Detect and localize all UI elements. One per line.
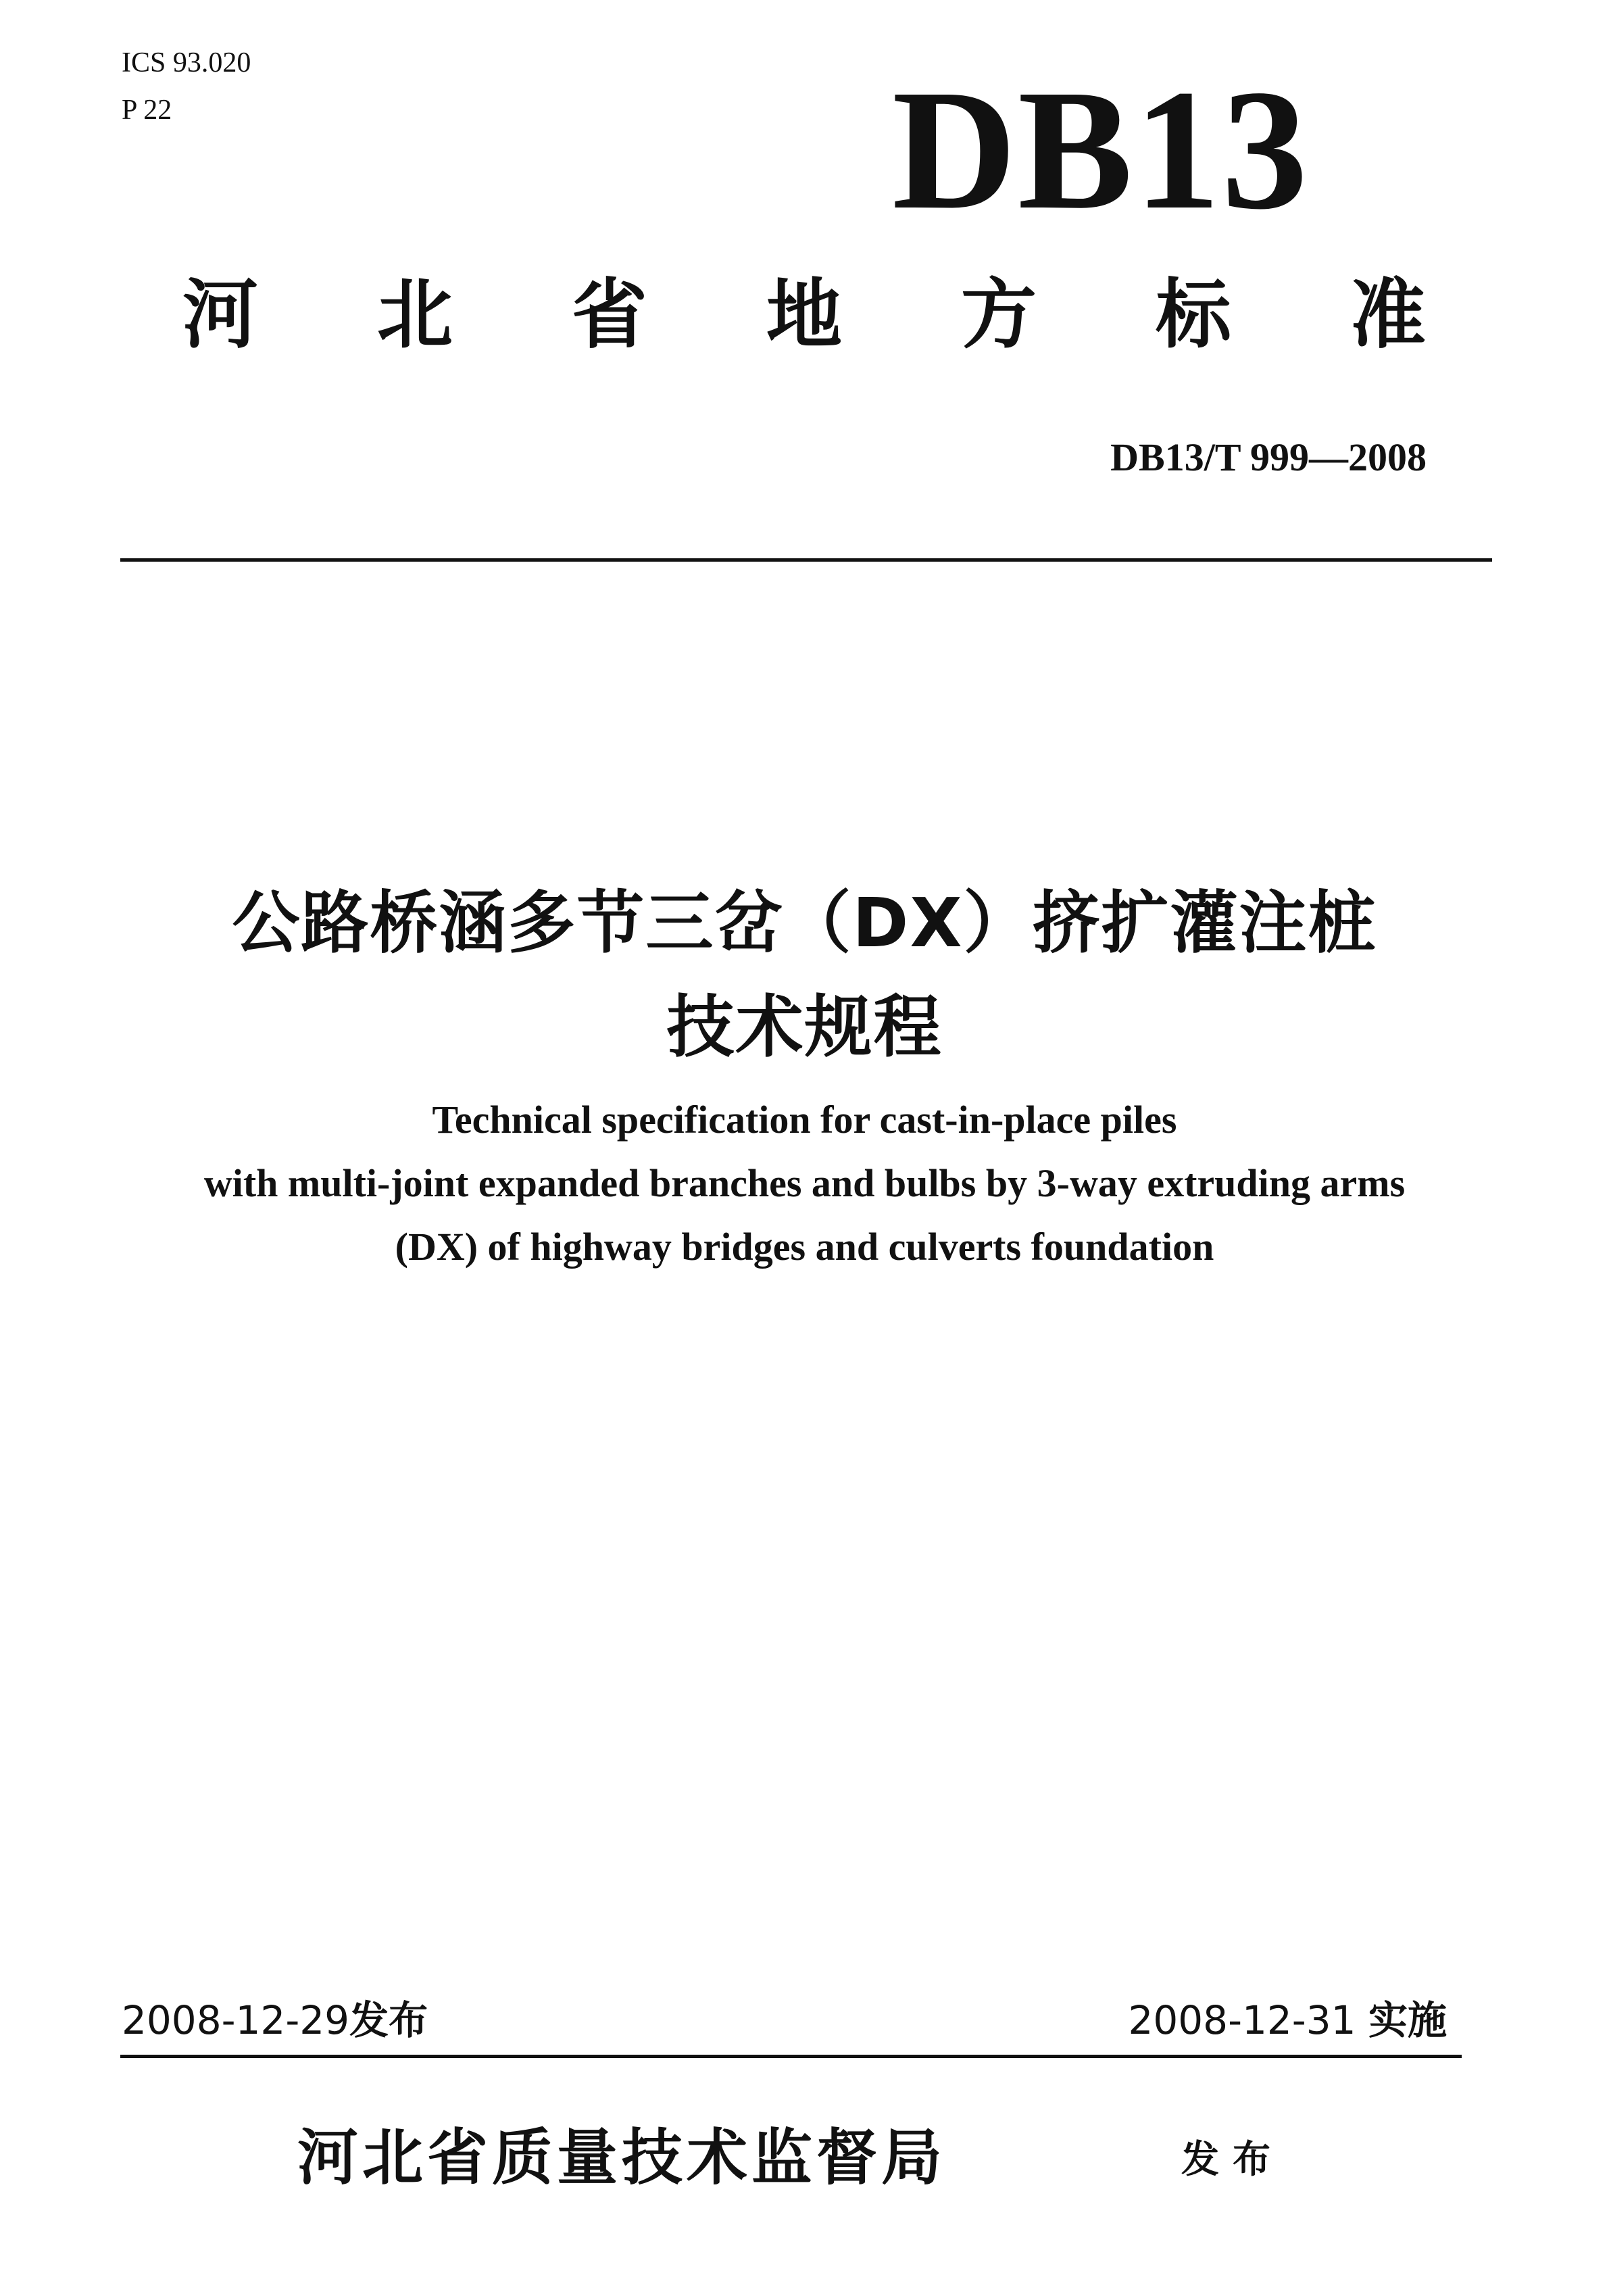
issuing-action: 发布 [1181, 2138, 1284, 2182]
standard-number: DB13/T 999—2008 [1110, 435, 1427, 479]
standard-logo: DB13 [892, 55, 1310, 245]
standard-type-char: 准 [1350, 271, 1426, 359]
ccs-code: P 22 [122, 95, 172, 126]
title-zh-line1: 公路桥涵多节三岔（DX）挤扩灌注桩 [232, 883, 1377, 962]
implementation-date [1128, 1997, 1447, 2043]
standard-type-char: 方 [961, 271, 1037, 359]
issue-date-label: 发布 [349, 1997, 428, 2043]
bottom-divider [120, 2055, 1462, 2058]
ics-code: ICS 93.020 [122, 47, 251, 78]
standard-type [182, 271, 1426, 359]
implementation-date-value: 2008-12-31 [1128, 1997, 1356, 2043]
standard-type-char: 标 [1156, 271, 1231, 359]
issue-date [122, 1997, 428, 2043]
standard-type-char: 省 [572, 271, 647, 359]
issuing-authority: 河北省质量技术监督局 [297, 2122, 946, 2193]
title-en-line1: Technical specification for cast-in-place piles [432, 1098, 1177, 1142]
title-zh-line2: 技术规程 [666, 987, 943, 1067]
top-divider [120, 558, 1492, 562]
title-en-line2: with multi-joint expanded branches and bulbs by 3-way extruding arms [203, 1161, 1406, 1205]
title-en-line3: (DX) of highway bridges and culverts foundation [395, 1225, 1214, 1269]
standard-type-char: 地 [766, 271, 842, 359]
standard-type-char: 河 [182, 271, 258, 359]
implementation-date-label: 实施 [1368, 1997, 1447, 2043]
issue-date-value: 2008-12-29 [122, 1997, 350, 2043]
standard-type-char: 北 [377, 271, 453, 359]
